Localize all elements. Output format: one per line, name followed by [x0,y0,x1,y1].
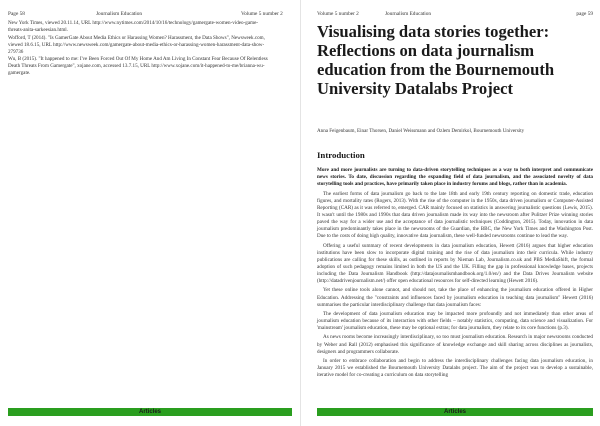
article-body [317,167,593,381]
right-volume: Volume 5 number 2 [317,11,359,17]
reference-item: New York Times, viewed 20.11.14, URL http://www.nytimes.com/2014/10/16/technology/gamergate-women-video-game-threats-anita-sarkeesian.html. [8,20,259,33]
right-footer-label: Articles [443,409,466,415]
reference-item: Wofford, T (2014). "Is GamerGate About Media Ethics or Harassing Women? Harassment, the Data Shows", Newsweek.com, viewed 18.6.15, URL http://www.newsweek.com/gamergate-about-media-ethics-or-harassing-women-harassment-data-show-279736 [8,34,265,55]
body-paragraph: The earliest forms of data journalism go back to the late 18th and early 19th century reporting on domestic trade, education figures, and mortality rates (Rogers, 2013). With the rise of the computer in the 1950s, data driven journalism or Computer-Assisted Reporting (CAR) as it was referred to, emerged. CAR mainly focused on statistics in answering journalistic questions (Lewis, 2015). It wasn't until the 1980s and 1990s that data driven journalism made its way into the newsroom after Pulitzer Prize winning stories paved the way for a wider use and the acceptance of data journalistic techniques (Coddington, 2015). Today, innovation in data journalism predominantly takes place in the newsrooms of the Guardian, the BBC, the New York Times and the Washington Post. Due to the costs of doing high quality, innovative data journalism, these well-funded newsrooms continue to lead the way. [317,190,593,240]
left-footer-label: Articles [138,409,161,415]
left-footer-bar [8,408,292,416]
body-paragraph: The development of data journalism education may be impacted more profoundly and not immediately than other areas of journalism education because of its interaction with other fields – notably statistics, computing, data science and visualization. For 'mainstream' journalism education, these may be optional extras; for data journalism, they relate to its core functions (p.3). [317,310,593,332]
body-paragraph: Yet these online tools alone cannot, and should not, take the place of enhancing the journalism education offered in Higher Education. Addressing the "constraints and influences faced by journalism education in teaching data journalism" Hewett (2016) summarises the particular interdisciplinary challenge that data journalism faces: [317,287,593,308]
right-page-number: page 59 [576,11,593,17]
article-title: Visualising data stories together: Reflections on data journalism education from the Bournemouth University Datalabs Project [317,22,555,98]
article-authors: Anna Feigenbaum, Einar Thorsen, Daniel Weissmann and Ozlem Demirkol, Bournemouth University [317,128,525,134]
reference-list [8,20,268,78]
body-paragraph: In order to embrace collaboration and begin to address the interdisciplinary challenges facing data journalism education, in January 2015 we established the Bournemouth University Datalabs project. The aim of the project was to develop a sustainable, iterative model for co-creating a curriculum on data storytelling [317,357,593,379]
right-footer-bar [317,408,593,416]
abstract-paragraph: More and more journalists are turning to data-driven storytelling techniques as a way to both interpret and communicate news stories. To date, discussion regarding the expanding field of data journalism, and the associated novelty of data storytelling tools and practices, have primarily taken place in industry forums and blogs, rather than in academia. [317,167,593,188]
left-journal-name: Journalism Education [96,11,143,17]
right-journal-name: Journalism Education [385,11,432,17]
body-paragraph: As news rooms become increasingly interdisciplinary, so too must journalism education. Research in major newsrooms conducted by Weber and Rall (2012) emphasised this significance of knowledge exchange and skill sharing across disciplines as journalists, designers and programmers collaborate. [317,334,593,355]
right-page [300,0,600,426]
reference-item: Wu, B (2015). "It happened to me: I've Been Forced Out Of My Home And Am Living In Constant Fear Because Of Relentless Death Threats From Gamergate", xojane.com, accessed 13.7.15, URL http://www.xojane.com/it-happened-to-me/brianna-wu-gamergate. [8,56,268,76]
left-volume: Volume 5 number 2 [241,11,283,17]
left-page-number: Page 58 [8,11,25,17]
section-heading: Introduction [317,150,365,160]
body-paragraph: Offering a useful summary of recent developments in data journalism education, Hewett (2016) argues that higher education institutions have been slow to incorporate digital training and the rise of data journalism into their curricula. While industry publications are calling for these skills, as outlined in reports by Nieman Lab, Journalism.co.uk and PBS MediaShift, the formal adoption of such pedagogy remains limited in both the US and the UK. Filling the gap in professional knowledge bases, projects including the Data Journalism Handbook (http://datajournalismhandbook.org/1.0/en/) and the Data Drives Journalism website (http://datadrivenjournalism.net/) offer open educational resources for self-directed learning (Hewett 2016). [317,242,593,285]
